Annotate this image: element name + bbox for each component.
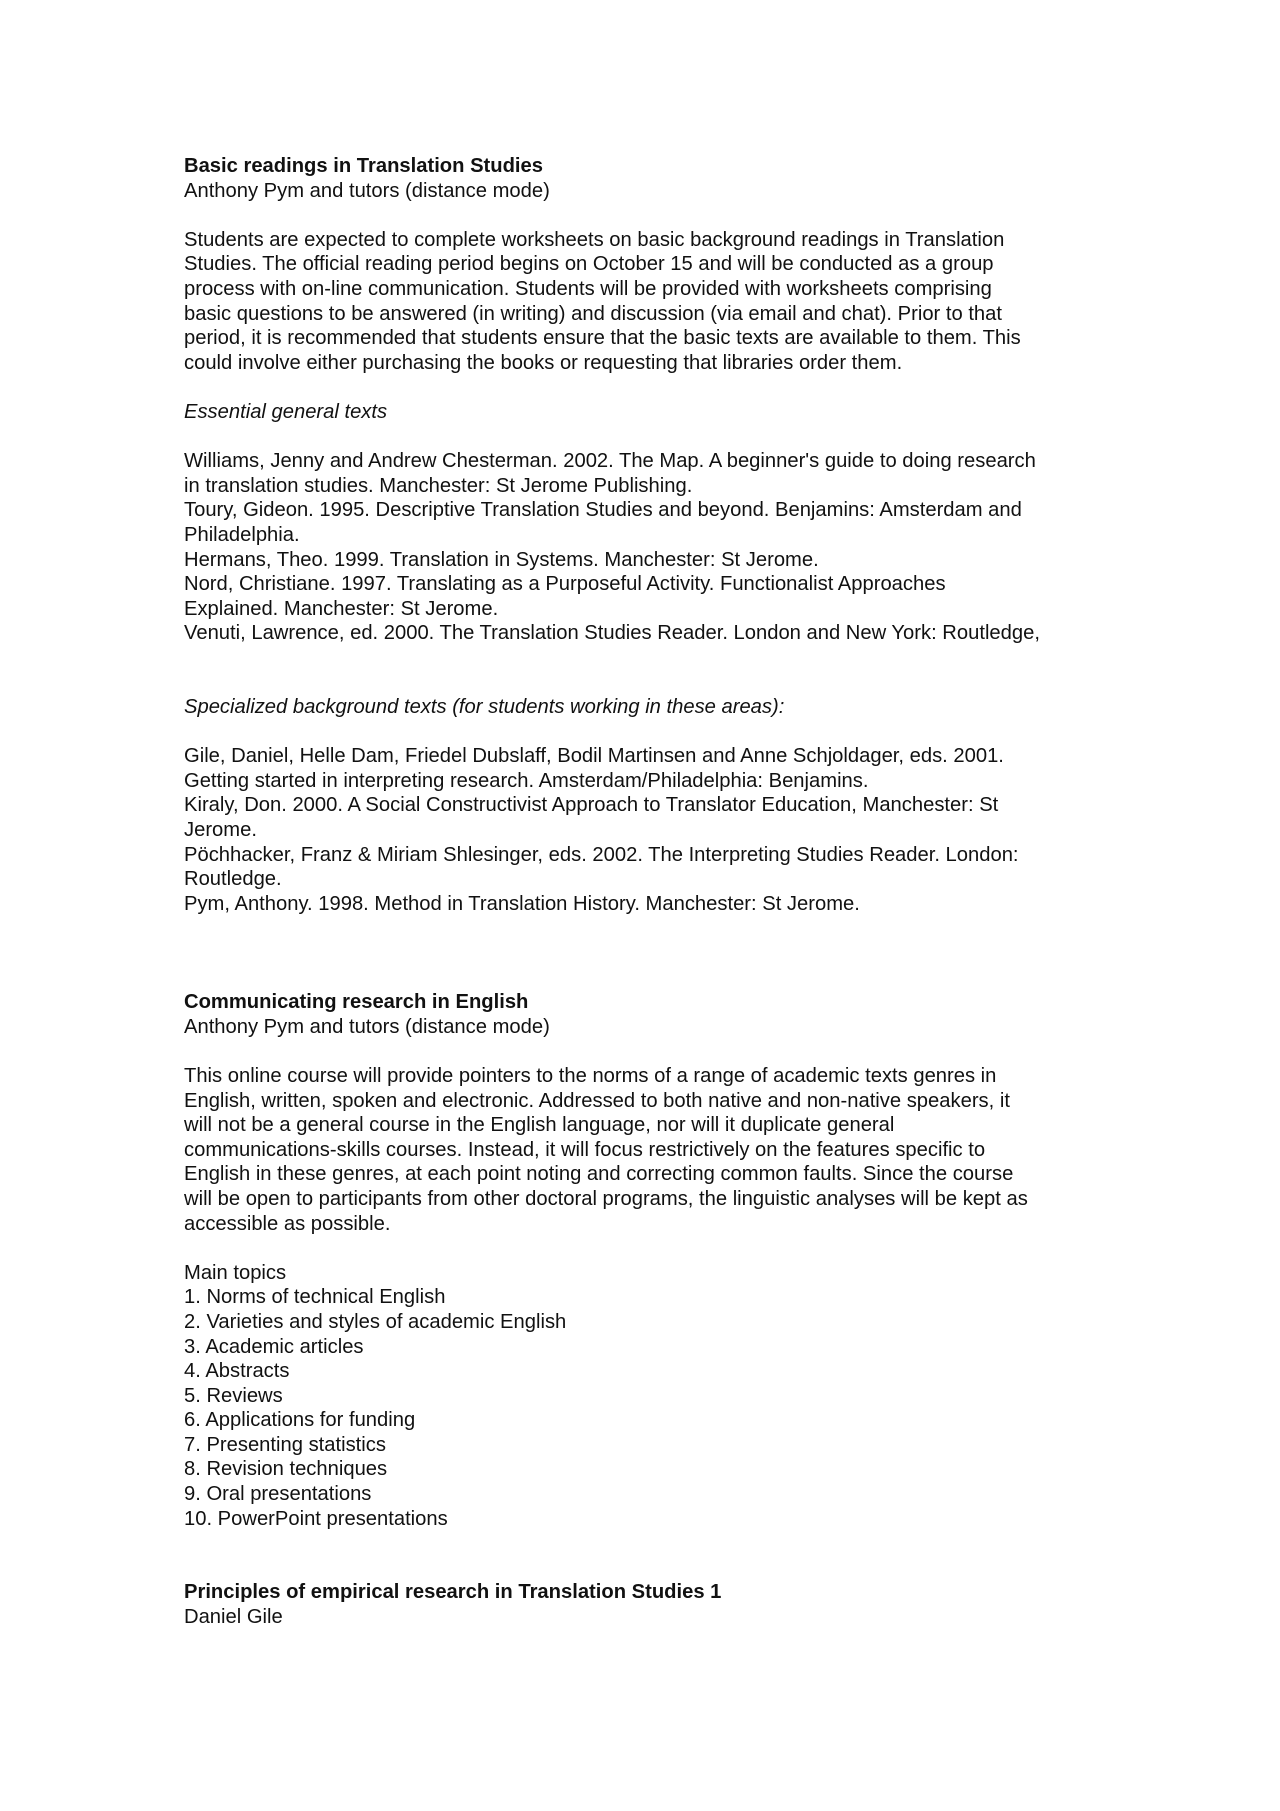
paragraph-line: communications-skills courses. Instead, it will focus restrictively on the features specific to <box>184 1138 986 1161</box>
section-author: Daniel Gile <box>184 1606 283 1629</box>
subheading-specialized-texts: Specialized background texts (for students working in these areas): <box>184 696 785 719</box>
paragraph-line: will not be a general course in the English language, nor will it duplicate general <box>184 1114 895 1137</box>
section-empirical-research <box>184 1580 1114 1629</box>
section-title: Communicating research in English <box>184 991 529 1014</box>
reference-line: in translation studies. Manchester: St Jerome Publishing. <box>184 474 693 497</box>
reference-line: Getting started in interpreting research. Amsterdam/Philadelphia: Benjamins. <box>184 769 869 792</box>
reference-line: Gile, Daniel, Helle Dam, Friedel Dubslaff, Bodil Martinsen and Anne Schjoldager, eds. 2001. <box>184 745 1004 768</box>
reference-line: Toury, Gideon. 1995. Descriptive Translation Studies and beyond. Benjamins: Amsterdam and <box>184 499 1022 522</box>
list-item: 9. Oral presentations <box>184 1483 372 1506</box>
list-item: 2. Varieties and styles of academic English <box>184 1310 567 1333</box>
reference-line: Pöchhacker, Franz & Miriam Shlesinger, eds. 2002. The Interpreting Studies Reader. London: <box>184 843 1019 866</box>
section-author: Anthony Pym and tutors (distance mode) <box>184 1015 550 1038</box>
reference-line: Nord, Christiane. 1997. Translating as a Purposeful Activity. Functionalist Approaches <box>184 573 946 596</box>
list-item: 10. PowerPoint presentations <box>184 1507 448 1530</box>
reference-line: Hermans, Theo. 1999. Translation in Systems. Manchester: St Jerome. <box>184 548 819 571</box>
paragraph-line: Students are expected to complete worksheets on basic background readings in Translation <box>184 228 1005 251</box>
section-paragraph <box>184 228 1114 376</box>
paragraph-line: process with on-line communication. Students will be provided with worksheets comprising <box>184 277 992 300</box>
list-item: 7. Presenting statistics <box>184 1433 386 1456</box>
reference-list-specialized <box>184 744 1114 916</box>
paragraph-line: will be open to participants from other doctoral programs, the linguistic analyses will be kept as <box>184 1187 1028 1210</box>
list-item: 6. Applications for funding <box>184 1409 416 1432</box>
reference-line: Philadelphia. <box>184 523 300 546</box>
section-title: Principles of empirical research in Translation Studies 1 <box>184 1581 722 1604</box>
list-item: 1. Norms of technical English <box>184 1286 446 1309</box>
list-item: 4. Abstracts <box>184 1360 290 1383</box>
paragraph-line: English in these genres, at each point noting and correcting common faults. Since the course <box>184 1163 1014 1186</box>
paragraph-line: could involve either purchasing the books or requesting that libraries order them. <box>184 351 903 374</box>
paragraph-line: basic questions to be answered (in writing) and discussion (via email and chat). Prior to that <box>184 302 1002 325</box>
paragraph-line: period, it is recommended that students ensure that the basic texts are available to them. This <box>184 327 1021 350</box>
reference-line: Venuti, Lawrence, ed. 2000. The Translation Studies Reader. London and New York: Routledge, <box>184 622 1040 645</box>
list-item: 5. Reviews <box>184 1384 283 1407</box>
reference-list-essential <box>184 449 1114 646</box>
section-author: Anthony Pym and tutors (distance mode) <box>184 179 550 202</box>
document-page <box>184 154 1114 1630</box>
topics-heading: Main topics <box>184 1261 287 1284</box>
reference-line: Explained. Manchester: St Jerome. <box>184 597 499 620</box>
section-communicating-research <box>184 990 1114 1531</box>
list-item: 3. Academic articles <box>184 1335 364 1358</box>
paragraph-line: Studies. The official reading period begins on October 15 and will be conducted as a group <box>184 253 994 276</box>
reference-line: Jerome. <box>184 819 257 842</box>
topics-list <box>184 1285 1114 1531</box>
paragraph-line: This online course will provide pointers to the norms of a range of academic texts genres in <box>184 1064 997 1087</box>
reference-line: Kiraly, Don. 2000. A Social Constructivist Approach to Translator Education, Manchester: St <box>184 794 999 817</box>
section-paragraph <box>184 1064 1114 1236</box>
section-basic-readings <box>184 154 1114 916</box>
reference-line: Pym, Anthony. 1998. Method in Translation History. Manchester: St Jerome. <box>184 892 860 915</box>
paragraph-line: English, written, spoken and electronic. Addressed to both native and non-native speakers, it <box>184 1089 1010 1112</box>
reference-line: Routledge. <box>184 868 282 891</box>
reference-line: Williams, Jenny and Andrew Chesterman. 2002. The Map. A beginner's guide to doing research <box>184 450 1036 473</box>
list-item: 8. Revision techniques <box>184 1458 388 1481</box>
section-title: Basic readings in Translation Studies <box>184 155 543 177</box>
paragraph-line: accessible as possible. <box>184 1212 391 1235</box>
subheading-essential-texts: Essential general texts <box>184 400 388 423</box>
